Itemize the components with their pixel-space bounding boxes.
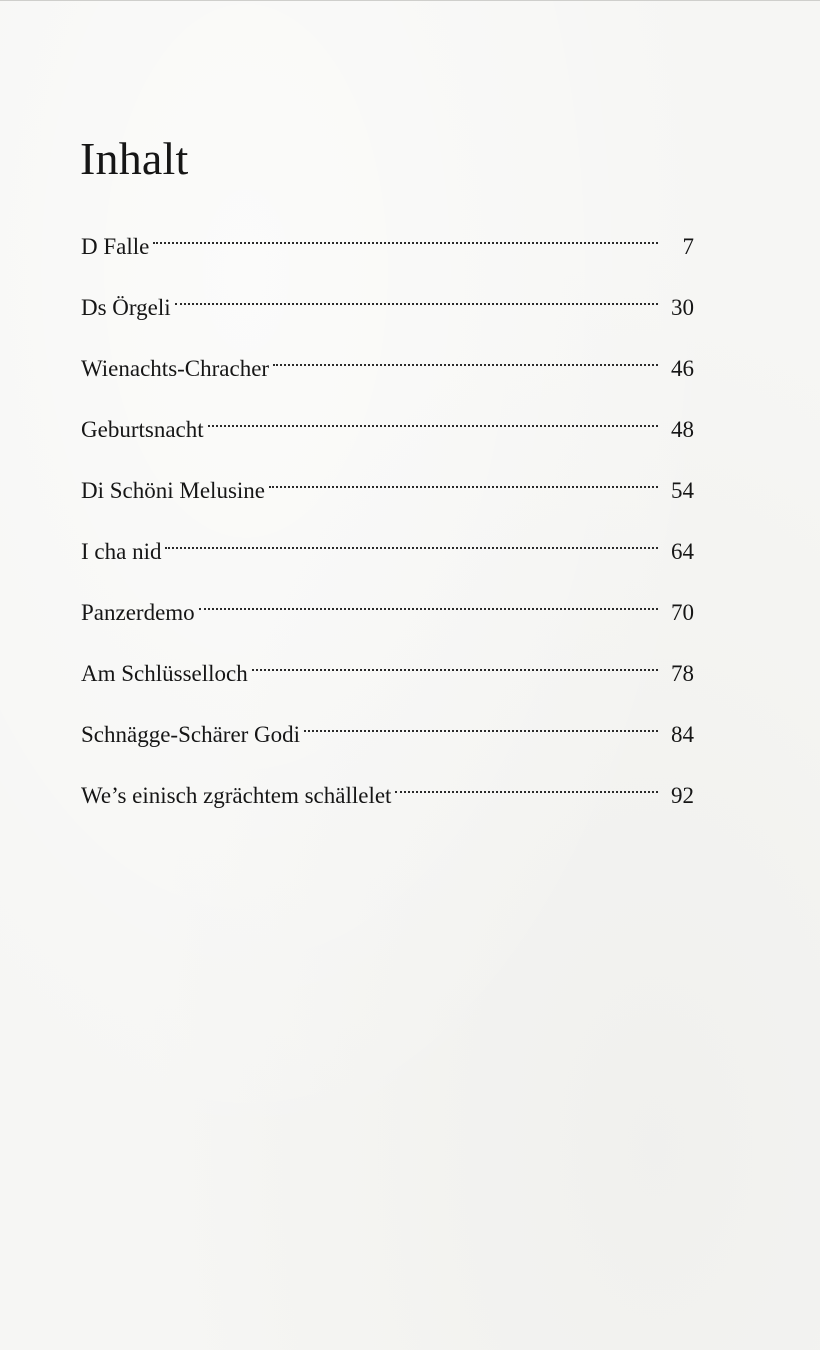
- toc-entry-page: 70: [671, 600, 694, 625]
- dot-leader: [273, 336, 658, 376]
- toc-entry: [81, 702, 694, 747]
- toc-entry-page: 78: [671, 661, 694, 686]
- dot-leader: [304, 702, 658, 742]
- toc-entry: [81, 641, 694, 686]
- toc-entry-title: Wienachts-Chracher: [81, 356, 270, 381]
- toc-entry: [81, 214, 694, 259]
- dot-leader: [395, 763, 658, 803]
- toc-entry-page: 30: [671, 295, 694, 320]
- page-title: Inhalt: [80, 133, 189, 184]
- toc-entry-title: Panzerdemo: [81, 600, 195, 625]
- toc-entry: [81, 763, 694, 808]
- toc-entry-page: 54: [671, 478, 694, 503]
- table-of-contents: [81, 214, 694, 824]
- toc-entry: [81, 275, 694, 320]
- toc-entry-page: 84: [671, 722, 694, 747]
- toc-entry-title: I cha nid: [81, 539, 162, 564]
- toc-entry-title: Ds Örgeli: [81, 295, 171, 320]
- toc-entry-page: 64: [671, 539, 694, 564]
- toc-entry: [81, 580, 694, 625]
- dot-leader: [269, 458, 658, 498]
- dot-leader: [175, 275, 658, 315]
- toc-entry-title: Am Schlüsselloch: [81, 661, 248, 686]
- toc-entry-page: 92: [671, 783, 694, 808]
- toc-entry-title: Geburtsnacht: [81, 417, 204, 442]
- toc-entry: [81, 519, 694, 564]
- toc-entry-title: D Falle: [81, 234, 150, 259]
- dot-leader: [153, 214, 658, 254]
- dot-leader: [208, 397, 658, 437]
- toc-entry: [81, 336, 694, 381]
- dot-leader: [165, 519, 658, 559]
- toc-entry-title: Schnägge-Schärer Godi: [81, 722, 301, 747]
- dot-leader: [252, 641, 658, 681]
- toc-entry-page: 46: [671, 356, 694, 381]
- toc-entry: [81, 397, 694, 442]
- toc-entry-page: 7: [682, 234, 694, 259]
- toc-entry-title: Di Schöni Melusine: [81, 478, 265, 503]
- toc-entry-page: 48: [671, 417, 694, 442]
- toc-entry-title: We’s einisch zgrächtem schällelet: [81, 783, 392, 808]
- toc-entry: [81, 458, 694, 503]
- dot-leader: [199, 580, 658, 620]
